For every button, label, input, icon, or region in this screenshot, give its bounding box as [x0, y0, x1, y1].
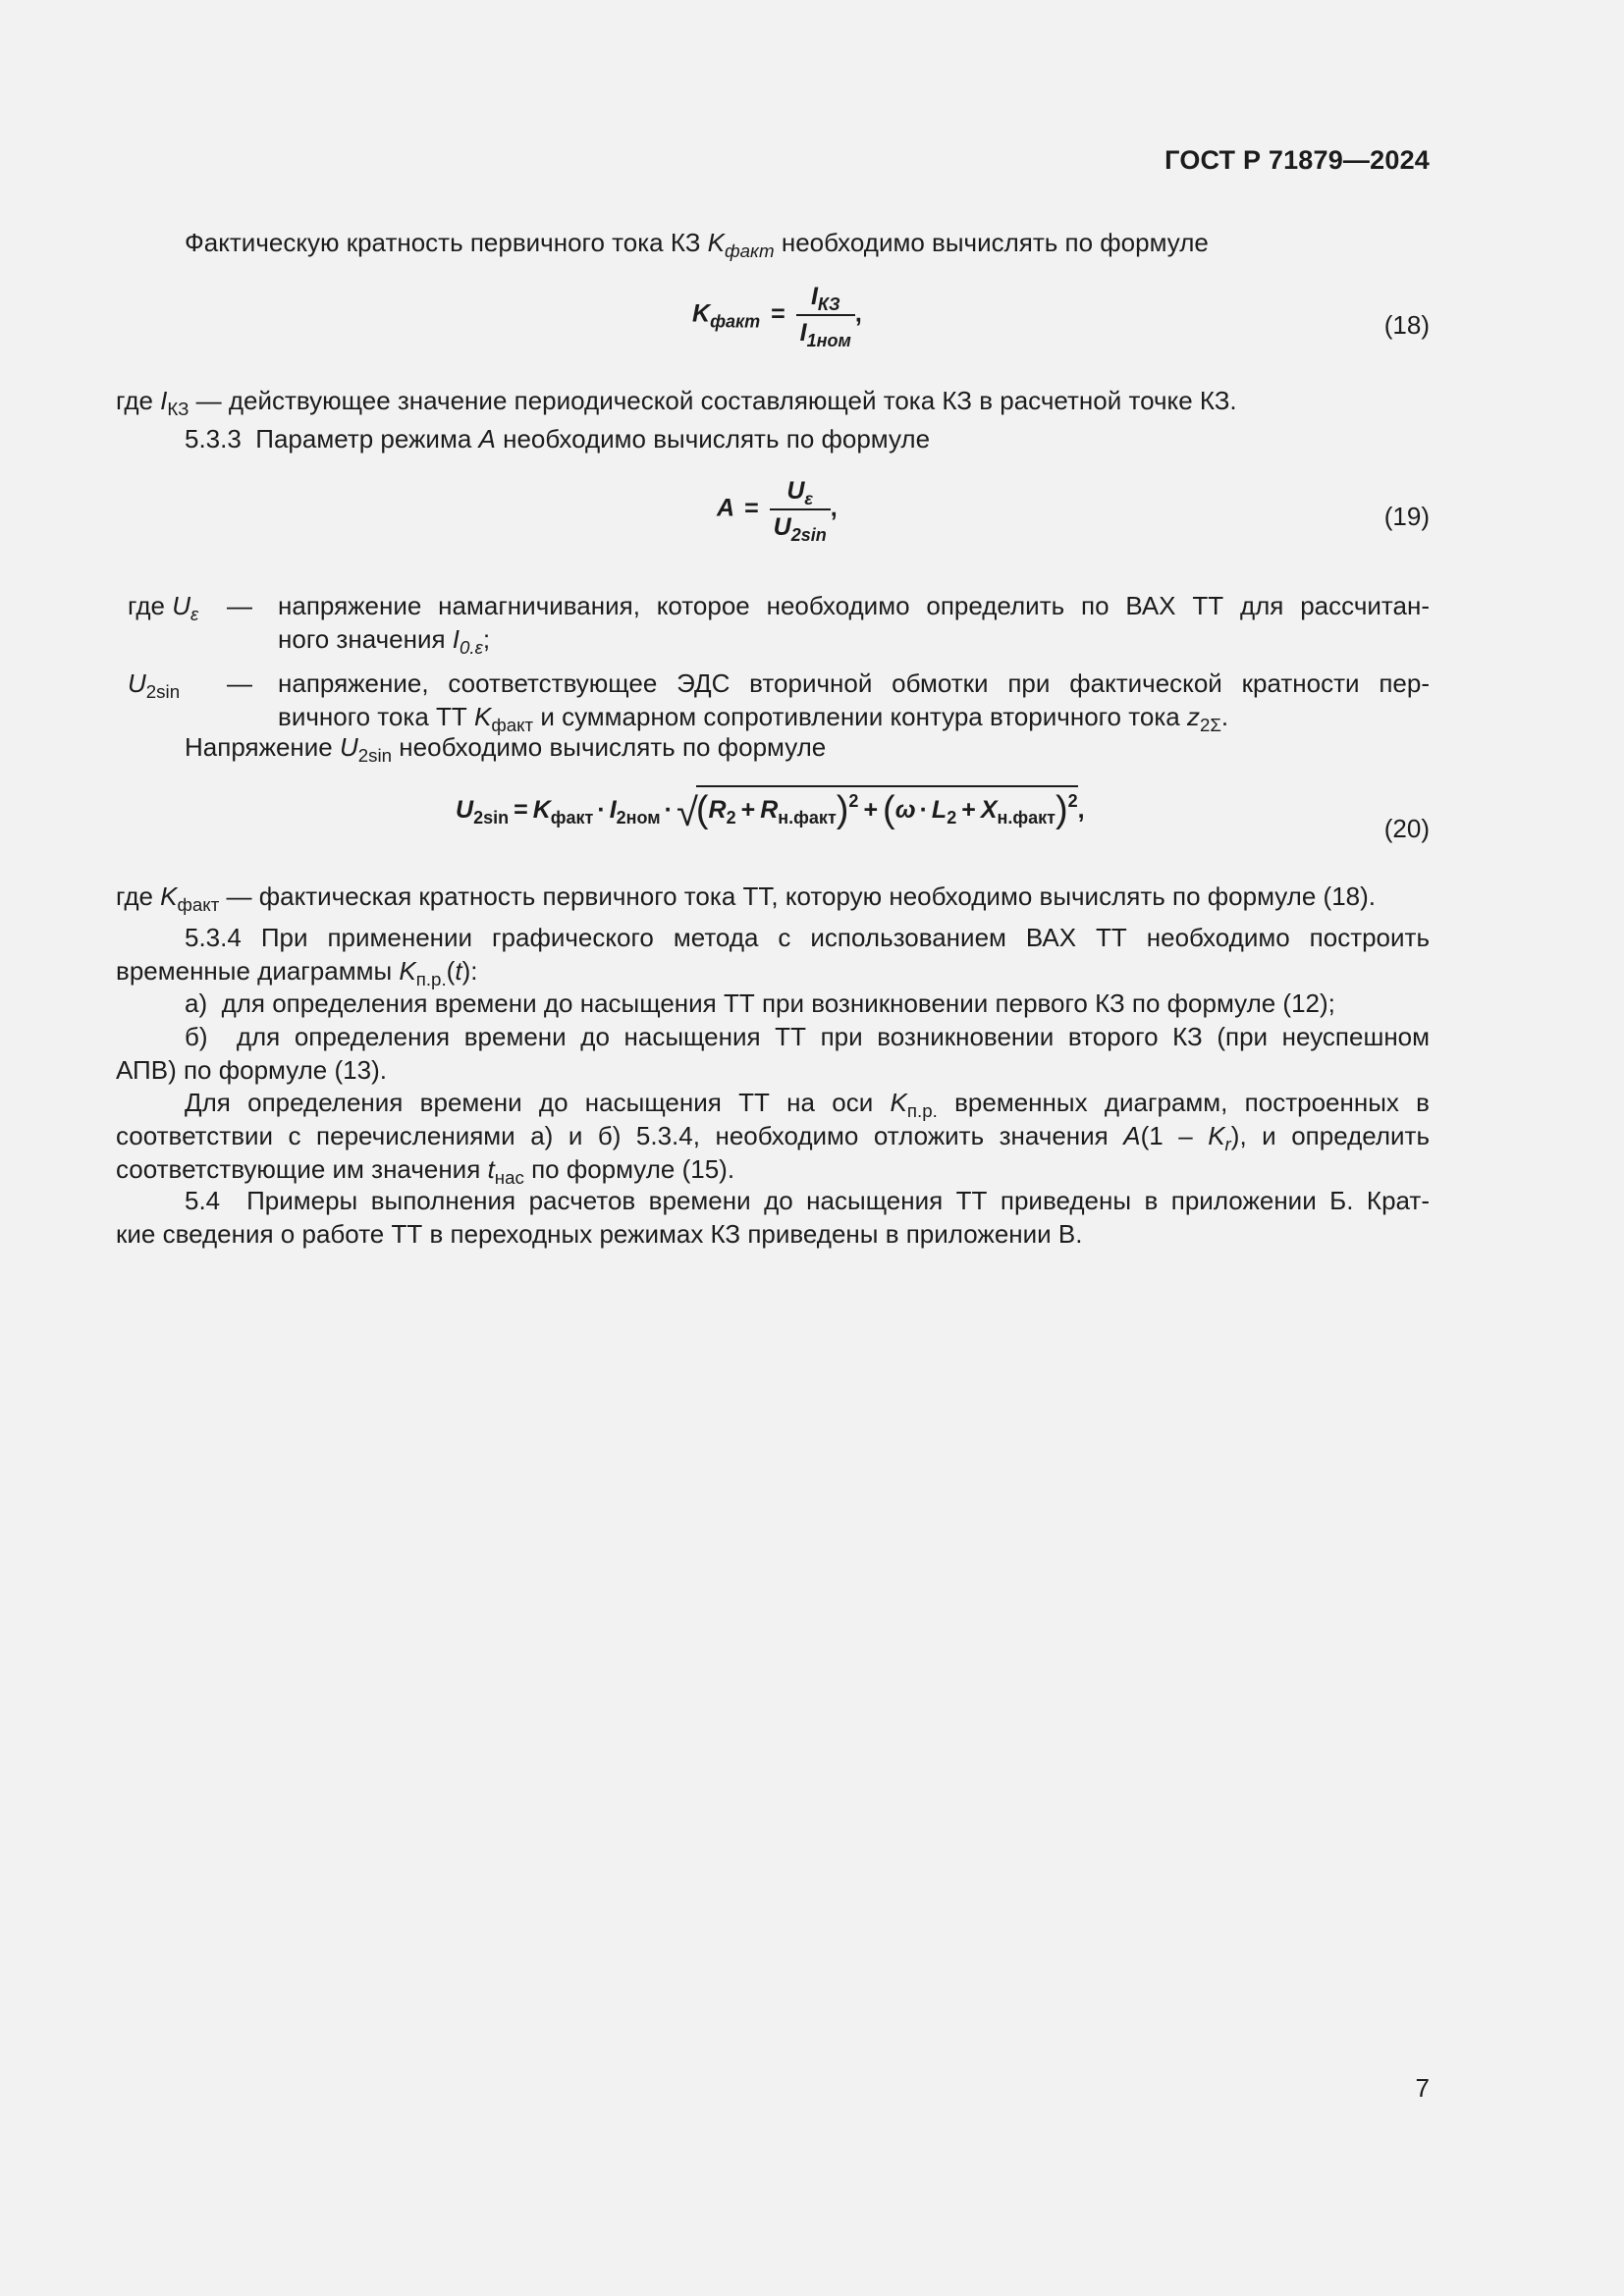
fraction: $\frac{I_{КЗ}}{I_{1ном}}$ — [796, 283, 855, 347]
definition-u2sin-text: напряжение, соответствующее ЭДС вторичной обмотки при фактической кратности пер- вичного тока ТТ $K_{факт}$ и суммарном сопротивлении контура вторичного тока $z_{2\Sigma}$. — [278, 668, 1430, 735]
definition-i-kz: где $I_{КЗ}$ — действующее значение периодической составляющей тока КЗ в расчетной точке КЗ. — [116, 386, 1237, 419]
definition-dash: — — [227, 668, 252, 698]
list-item-b: б) для определения времени до насыщения ТТ при возникновении второго КЗ (при неуспешном АПВ) по формуле (13). — [116, 1022, 1431, 1085]
section-5-4: 5.4 Примеры выполнения расчетов времени до насыщения ТТ приведены в приложении Б. Крат- кие сведения о работе ТТ в переходных режимах КЗ приведены в приложении В. — [116, 1186, 1430, 1249]
formula-19: A = $\frac{U_\varepsilon}{U_{2sin}}$ , — [717, 477, 838, 545]
formula-18: $K_{факт}$ = $\frac{I_{КЗ}}{I_{1ном}}$ , — [692, 283, 862, 350]
section-5-3-3: 5.3.3 Параметр режима A необходимо вычислять по формуле — [185, 424, 931, 454]
formula-20: $U_{2sin} = K_{факт} \cdot I_{2ном} \cdot √(R_2 + R_{н.факт})^2 + (\omega \cdot L_2 + X_{н.факт})^2$, — [456, 785, 1085, 835]
equation-number-19: (19) — [1383, 502, 1430, 531]
definition-u2sin-symbol: $U_{2sin}$ — [128, 668, 181, 702]
page-number: 7 — [1415, 2073, 1430, 2103]
fraction: $\frac{U_\varepsilon}{U_{2sin}}$ — [770, 477, 831, 542]
document-code: ГОСТ Р 71879—2024 — [1164, 145, 1430, 175]
list-item-a: а) для определения времени до насыщения ТТ при возникновении первого КЗ по формуле (12); — [185, 988, 1335, 1018]
symbol-k-fakt: $K_{факт}$ — [707, 228, 775, 261]
definition-dash: — — [227, 591, 252, 620]
definition-u-eps-text: напряжение намагничивания, которое необходимо определить по ВАХ ТТ для рассчитан- ного значения $I_{0.\varepsilon}$; — [278, 591, 1430, 658]
paragraph-saturation-time: Для определения времени до насыщения ТТ на оси $K_{п.р.}$ временных диаграмм, построенных в соответствии с перечислениями а) и б) 5.3.4, необходимо отложить значения $A(1 - K_r)$, и определить соответствующие им значения $t_{нас}$ по формуле (15). — [116, 1088, 1431, 1188]
section-5-3-4: 5.3.4 При применении графического метода с использованием ВАХ ТТ необходимо построить временные диаграммы $K_{п.р.}(t)$: — [116, 923, 1430, 989]
paragraph-u2sin: Напряжение $U_{2sin}$ необходимо вычислять по формуле — [185, 732, 827, 766]
equation-number-18: (18) — [1383, 310, 1430, 340]
equation-number-20: (20) — [1383, 814, 1430, 843]
definition-u-eps-symbol: где $U_\varepsilon$ — [128, 591, 199, 624]
definition-k-fakt: где $K_{факт}$ — фактическая кратность первичного тока ТТ, которую необходимо вычислять по формуле (18). — [116, 881, 1376, 915]
paragraph-fact-multiplicity: Фактическую кратность первичного тока КЗ $K_{факт}$ необходимо вычислять по формуле — [185, 228, 1209, 261]
